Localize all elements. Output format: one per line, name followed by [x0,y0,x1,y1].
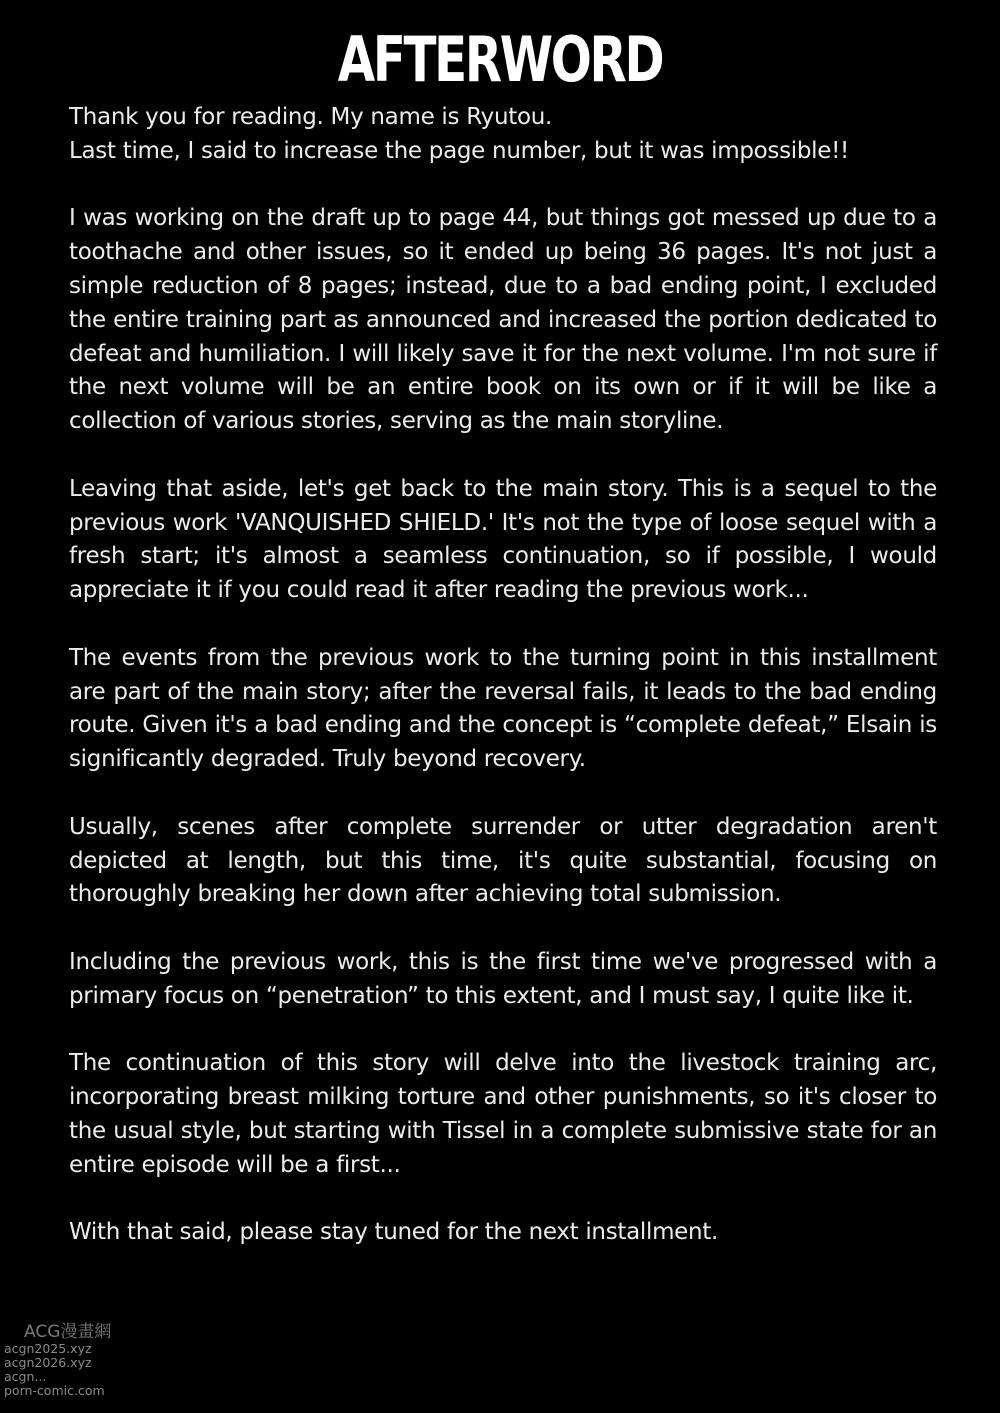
paragraph-sequel: Leaving that aside, let's get back to the main story. This is a sequel to the previous work 'VANQUISHED SHIELD.' It's not the type of loose sequel with a fresh start; it's almost a seamless continuation, so if possible, I would appreciate it if you could read it after reading the previous work... [69,475,937,604]
watermark-main: ACG漫畫網 [24,1322,112,1342]
paragraph-continuation: The continuation of this story will delve into the livestock training arc, incorporating breast milking torture and other punishments, so it's closer to the usual style, but starting with Tissel in a complete submissive state for an entire episode will be a first... [69,1050,937,1178]
watermark-url-3: acgn... [4,1369,47,1384]
intro-line-1: Thank you for reading. My name is Ryutou. [69,104,552,130]
intro-line-2: Last time, I said to increase the page number, but it was impossible!! [69,137,849,164]
paragraph-scenes: Usually, scenes after complete surrender or utter degradation aren't depicted at length, but this time, it's quite substantial, focusing on thoroughly breaking her down after achieving total submission. [69,813,937,908]
page-title: AFTERWORD [337,23,663,96]
paragraph-draft: I was working on the draft up to page 44, but things got messed up due to a toothache and other issues, so it ended up being 36 pages. It's not just a simple reduction of 8 pages; instead, due to a bad ending point, I excluded the entire training part as announced and increased the portion dedicated to defeat and humiliation. I will likely save it for the next volume. I'm not sure if the next volume will be an entire book on its own or if it will be like a collection of various stories, serving as the main storyline. [69,205,937,435]
watermark-url-1: acgn2025.xyz [4,1341,92,1356]
paragraph-events: The events from the previous work to the turning point in this installment are part of the main story; after the reversal fails, it leads to the bad ending route. Given it's a bad ending and the concept is “complete defeat,” Elsain is significantly degraded. Truly beyond recovery. [69,644,937,773]
paragraph-intro [69,101,937,169]
afterword-body [69,101,937,1284]
paragraph-penetration: Including the previous work, this is the first time we've progressed with a primary focus on “penetration” to this extent, and I must say, I quite like it. [69,948,937,1009]
paragraph-closing: With that said, please stay tuned for the next installment. [69,1219,719,1246]
site-watermark [4,1322,111,1398]
watermark-url-2: acgn2026.xyz [4,1355,92,1370]
watermark-url-4: porn-comic.com [4,1383,105,1398]
